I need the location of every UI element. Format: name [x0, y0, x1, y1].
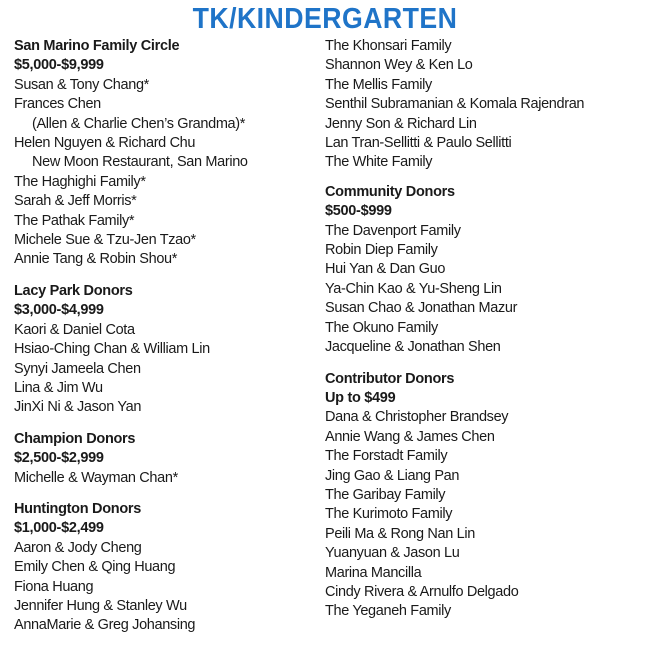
donor-name: Jing Gao & Liang Pan [325, 467, 460, 484]
donor-name: (Allen & Charlie Chen’s Grandma)* [32, 115, 246, 132]
section-amount-range: $1,000-$2,499 [14, 520, 104, 537]
page-title: TK/KINDERGARTEN [192, 3, 458, 35]
section-heading: Community Donors [325, 183, 455, 200]
donor-name: Susan Chao & Jonathan Mazur [325, 300, 518, 317]
donor-name-list [14, 469, 314, 488]
donor-section [14, 282, 314, 418]
donor-name-list [325, 37, 645, 173]
donor-name: Yuanyuan & Jason Lu [325, 545, 460, 562]
donor-name: Dana & Christopher Brandsey [325, 409, 509, 426]
donor-name-list [325, 408, 645, 621]
donor-name: The Yeganeh Family [325, 603, 451, 620]
donor-name: The Mellis Family [325, 76, 432, 93]
donor-name: Senthil Subramanian & Komala Rajendran [325, 96, 585, 113]
donor-name: Susan & Tony Chang* [14, 76, 149, 93]
donor-name: Michele Sue & Tzu-Jen Tzao* [14, 232, 196, 249]
left-column [14, 37, 314, 648]
donor-section [14, 37, 314, 270]
donor-section [325, 370, 645, 622]
donor-name-list [14, 539, 314, 636]
section-heading: Champion Donors [14, 430, 136, 447]
donor-name: Ya-Chin Kao & Yu-Sheng Lin [325, 280, 502, 297]
donor-name: The Pathak Family* [14, 212, 135, 229]
donor-name: The Haghighi Family* [14, 173, 146, 190]
donor-name: Fiona Huang [14, 578, 94, 595]
donor-name: Lan Tran-Sellitti & Paulo Sellitti [325, 135, 512, 152]
donor-name: The Garibay Family [325, 486, 446, 503]
section-amount-range: Up to $499 [325, 389, 396, 406]
donor-name: Annie Wang & James Chen [325, 428, 495, 445]
donor-name: Hsiao-Ching Chan & William Lin [14, 341, 210, 358]
donor-name: The Okuno Family [325, 319, 438, 336]
section-heading: San Marino Family Circle [14, 38, 180, 54]
donor-name: Synyi Jameela Chen [14, 360, 141, 377]
right-column [325, 37, 645, 634]
donor-name: Peili Ma & Rong Nan Lin [325, 525, 475, 542]
donor-name: Shannon Wey & Ken Lo [325, 57, 473, 74]
donor-name: Jenny Son & Richard Lin [325, 115, 477, 132]
section-amount-range: $2,500-$2,999 [14, 450, 104, 467]
donor-section [14, 430, 314, 488]
donor-name: Sarah & Jeff Morris* [14, 193, 137, 210]
donor-name: Aaron & Jody Cheng [14, 539, 142, 556]
donor-name-list [14, 321, 314, 418]
donor-name: Lina & Jim Wu [14, 379, 103, 396]
donor-name: Cindy Rivera & Arnulfo Delgado [325, 583, 519, 600]
donor-name: The Davenport Family [325, 222, 461, 239]
donor-name: AnnaMarie & Greg Johansing [14, 617, 196, 634]
section-heading: Huntington Donors [14, 500, 141, 517]
donor-name: Jennifer Hung & Stanley Wu [14, 597, 187, 614]
donor-name-list [325, 222, 645, 358]
section-amount-range: $500-$999 [325, 203, 392, 220]
donor-name-list [14, 76, 314, 270]
section-heading: Contributor Donors [325, 370, 455, 387]
donor-name: Emily Chen & Qing Huang [14, 559, 176, 576]
donor-name: Annie Tang & Robin Shou* [14, 251, 178, 268]
section-amount-range: $3,000-$4,999 [14, 302, 104, 319]
donor-name: Robin Diep Family [325, 242, 438, 259]
donor-name: Jacqueline & Jonathan Shen [325, 339, 501, 356]
donor-name: The White Family [325, 154, 433, 171]
donor-name: Helen Nguyen & Richard Chu [14, 135, 196, 152]
donor-name: The Kurimoto Family [325, 506, 453, 523]
donor-section [325, 37, 645, 173]
donor-name: The Khonsari Family [325, 38, 452, 54]
donor-name: Kaori & Daniel Cota [14, 321, 135, 338]
donor-name: Marina Mancilla [325, 564, 422, 581]
donor-name: Frances Chen [14, 96, 101, 113]
donor-section [325, 183, 645, 358]
donor-name: Hui Yan & Dan Guo [325, 261, 446, 278]
donor-name: JinXi Ni & Jason Yan [14, 399, 142, 416]
donor-name: Michelle & Wayman Chan* [14, 469, 178, 486]
section-amount-range: $5,000-$9,999 [14, 57, 104, 74]
donor-section [14, 500, 314, 636]
donor-name: New Moon Restaurant, San Marino [32, 154, 248, 171]
donor-name: The Forstadt Family [325, 448, 448, 465]
section-heading: Lacy Park Donors [14, 282, 133, 299]
